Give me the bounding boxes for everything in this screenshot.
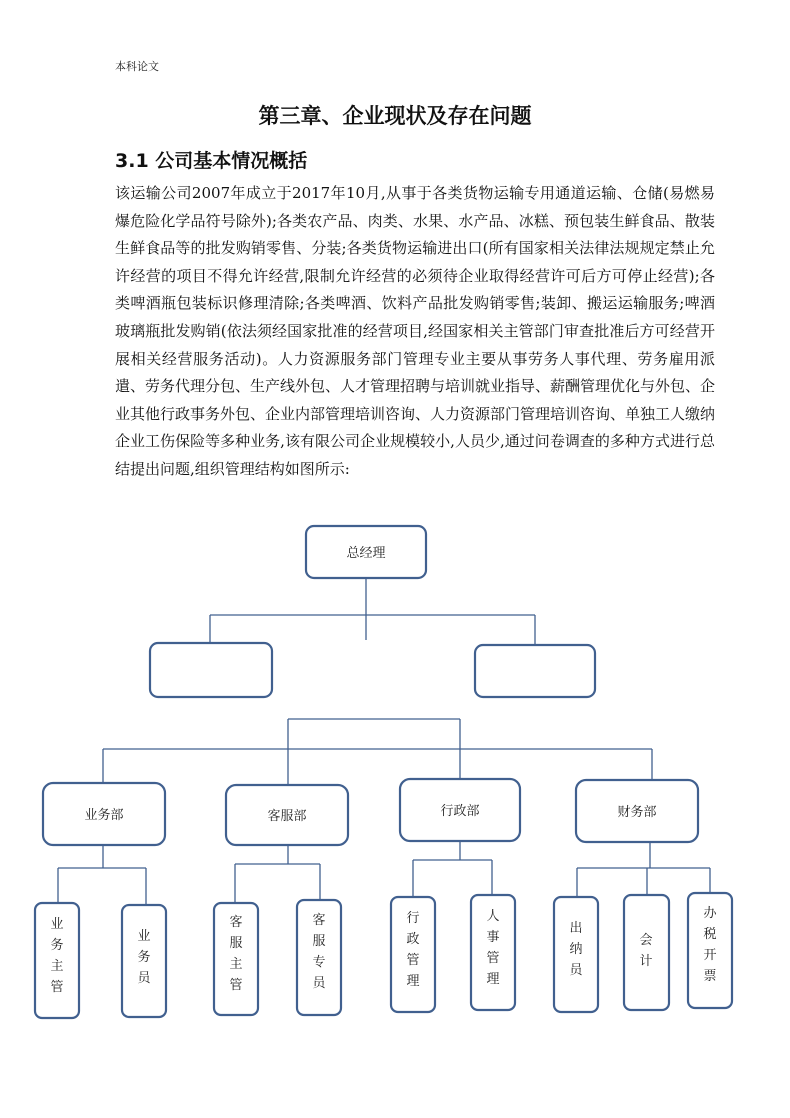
org-label-staff-0-1: 业务员 [137, 929, 151, 986]
org-label-dept-admin: 行政部 [440, 804, 480, 819]
body-paragraph: 该运输公司2007年成立于2017年10月,从事于各类货物运输专用通道运输、仓储(易燃易爆危险化学品符号除外);各类农产品、肉类、水果、水产品、冰糕、预包装生鲜食品、散装生鲜食品等的批发购销零售、分装;各类货物运输进出口(所有国家相关法律法规规定禁止允许经营的项目不得允许经营,限制允许经营的必须待企业取得经营许可后方可停止经营);各类啤酒瓶包装标识修理清除;各类啤酒、饮料产品批发购销零售;装卸、搬运运输服务;啤酒玻璃瓶批发购销(依法须经国家批准的经营项目,经国家相关主管部门审查批准后方可经营开展相关经营服务活动)。人力资源服务部门管理专业主要从事劳务人事代理、劳务雇用派遣、劳务代理分包、生产线外包、人才管理招聘与培训就业指导、薪酬管理优化与外包、企业其他行政事务外包、企业内部管理培训咨询、人力资源部门管理培训咨询、单独工人缴纳企业工伤保险等多种业务,该有限公司企业规模较小,人员少,通过问卷调查的多种方式进行总结提出问题,组织管理结构如图所示: [115, 184, 716, 478]
org-connectors [58, 578, 710, 905]
org-label-staff-3-0: 出纳员 [569, 921, 583, 978]
org-box-staff-3-1 [624, 895, 669, 1010]
org-label-staff-3-2: 办税开票 [703, 906, 717, 984]
org-label-staff-2-1: 人事管理 [486, 909, 500, 987]
org-box-middle-left [150, 643, 272, 697]
org-label-staff-1-0: 客服主管 [229, 915, 243, 993]
page-header: 本科论文 [115, 60, 159, 73]
org-box-middle-right [475, 645, 595, 697]
org-label-staff-3-1: 会计 [639, 933, 653, 969]
org-label-staff-1-1: 客服专员 [312, 913, 326, 991]
org-label-general-manager: 总经理 [346, 546, 386, 561]
section-title: 3.1 公司基本情况概括 [115, 150, 308, 172]
org-label-dept-business: 业务部 [84, 808, 124, 823]
org-label-staff-2-0: 行政管理 [406, 911, 420, 989]
org-label-dept-service: 客服部 [267, 809, 307, 824]
org-label-dept-finance: 财务部 [617, 805, 657, 820]
chapter-title: 第三章、企业现状及存在问题 [258, 104, 532, 128]
org-label-staff-0-0: 业务主管 [50, 917, 64, 995]
